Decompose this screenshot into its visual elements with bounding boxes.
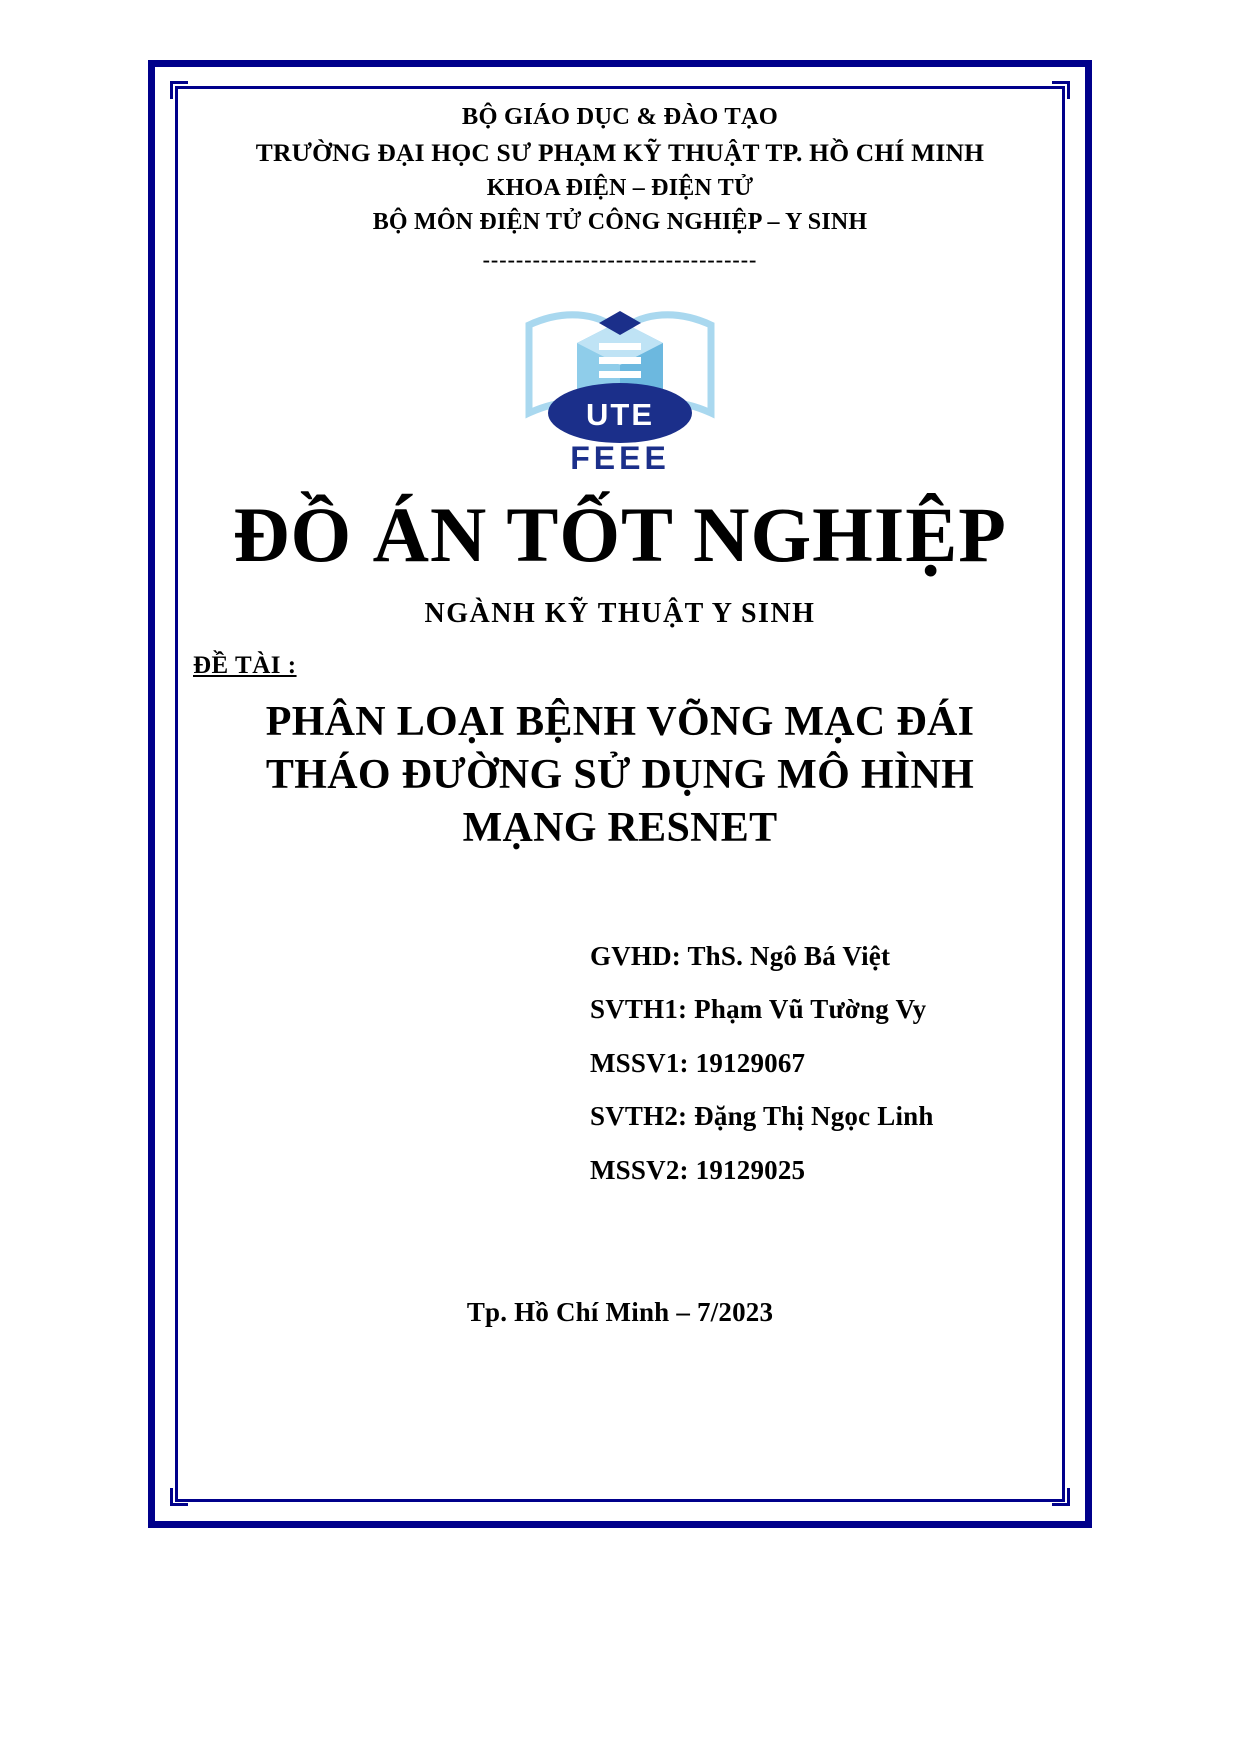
topic-label: ĐỀ TÀI :: [193, 652, 297, 680]
svg-text:FEEE: FEEE: [569, 440, 670, 477]
svg-text:UTE: UTE: [585, 397, 654, 433]
corner-mark-inner-bottom-right: [1052, 1488, 1070, 1506]
faculty-name: KHOA ĐIỆN – ĐIỆN TỬ: [486, 174, 754, 201]
ministry-name: BỘ GIÁO DỤC & ĐÀO TẠO: [461, 103, 779, 130]
corner-mark-inner-top-right: [1052, 81, 1070, 99]
cover-page-content: [190, 100, 1050, 1328]
place-and-date: Tp. Hồ Chí Minh – 7/2023: [466, 1297, 774, 1328]
document-title: ĐỒ ÁN TỐT NGHIỆP: [233, 491, 1007, 579]
corner-mark-inner-top-left: [170, 81, 188, 99]
student-1-name: SVTH1: Phạm Vũ Tường Vy: [590, 994, 927, 1025]
corner-mark-inner-bottom-left: [170, 1488, 188, 1506]
student-2-name: SVTH2: Đặng Thị Ngọc Linh: [590, 1101, 934, 1132]
document-subtitle: NGÀNH KỸ THUẬT Y SINH: [424, 598, 816, 630]
logo-container: [190, 285, 1050, 480]
header-divider: ---------------------------------: [482, 247, 758, 273]
topic-title: PHÂN LOẠI BỆNH VÕNG MẠC ĐÁI THÁO ĐƯỜNG SỬ DỤNG MÔ HÌNH MẠNG RESNET: [265, 699, 975, 851]
authors-block: [590, 930, 1050, 1197]
department-name: BỘ MÔN ĐIỆN TỬ CÔNG NGHIỆP – Y SINH: [372, 209, 868, 236]
student-2-id: MSSV2: 19129025: [590, 1154, 806, 1185]
ute-feee-logo-icon: [513, 285, 728, 480]
student-1-id: MSSV1: 19129067: [590, 1047, 806, 1078]
university-name: TRƯỜNG ĐẠI HỌC SƯ PHẠM KỸ THUẬT TP. HỒ CHÍ MINH: [255, 137, 985, 167]
advisor-line: GVHD: ThS. Ngô Bá Việt: [590, 940, 891, 971]
topic-label-row: [190, 652, 1050, 680]
